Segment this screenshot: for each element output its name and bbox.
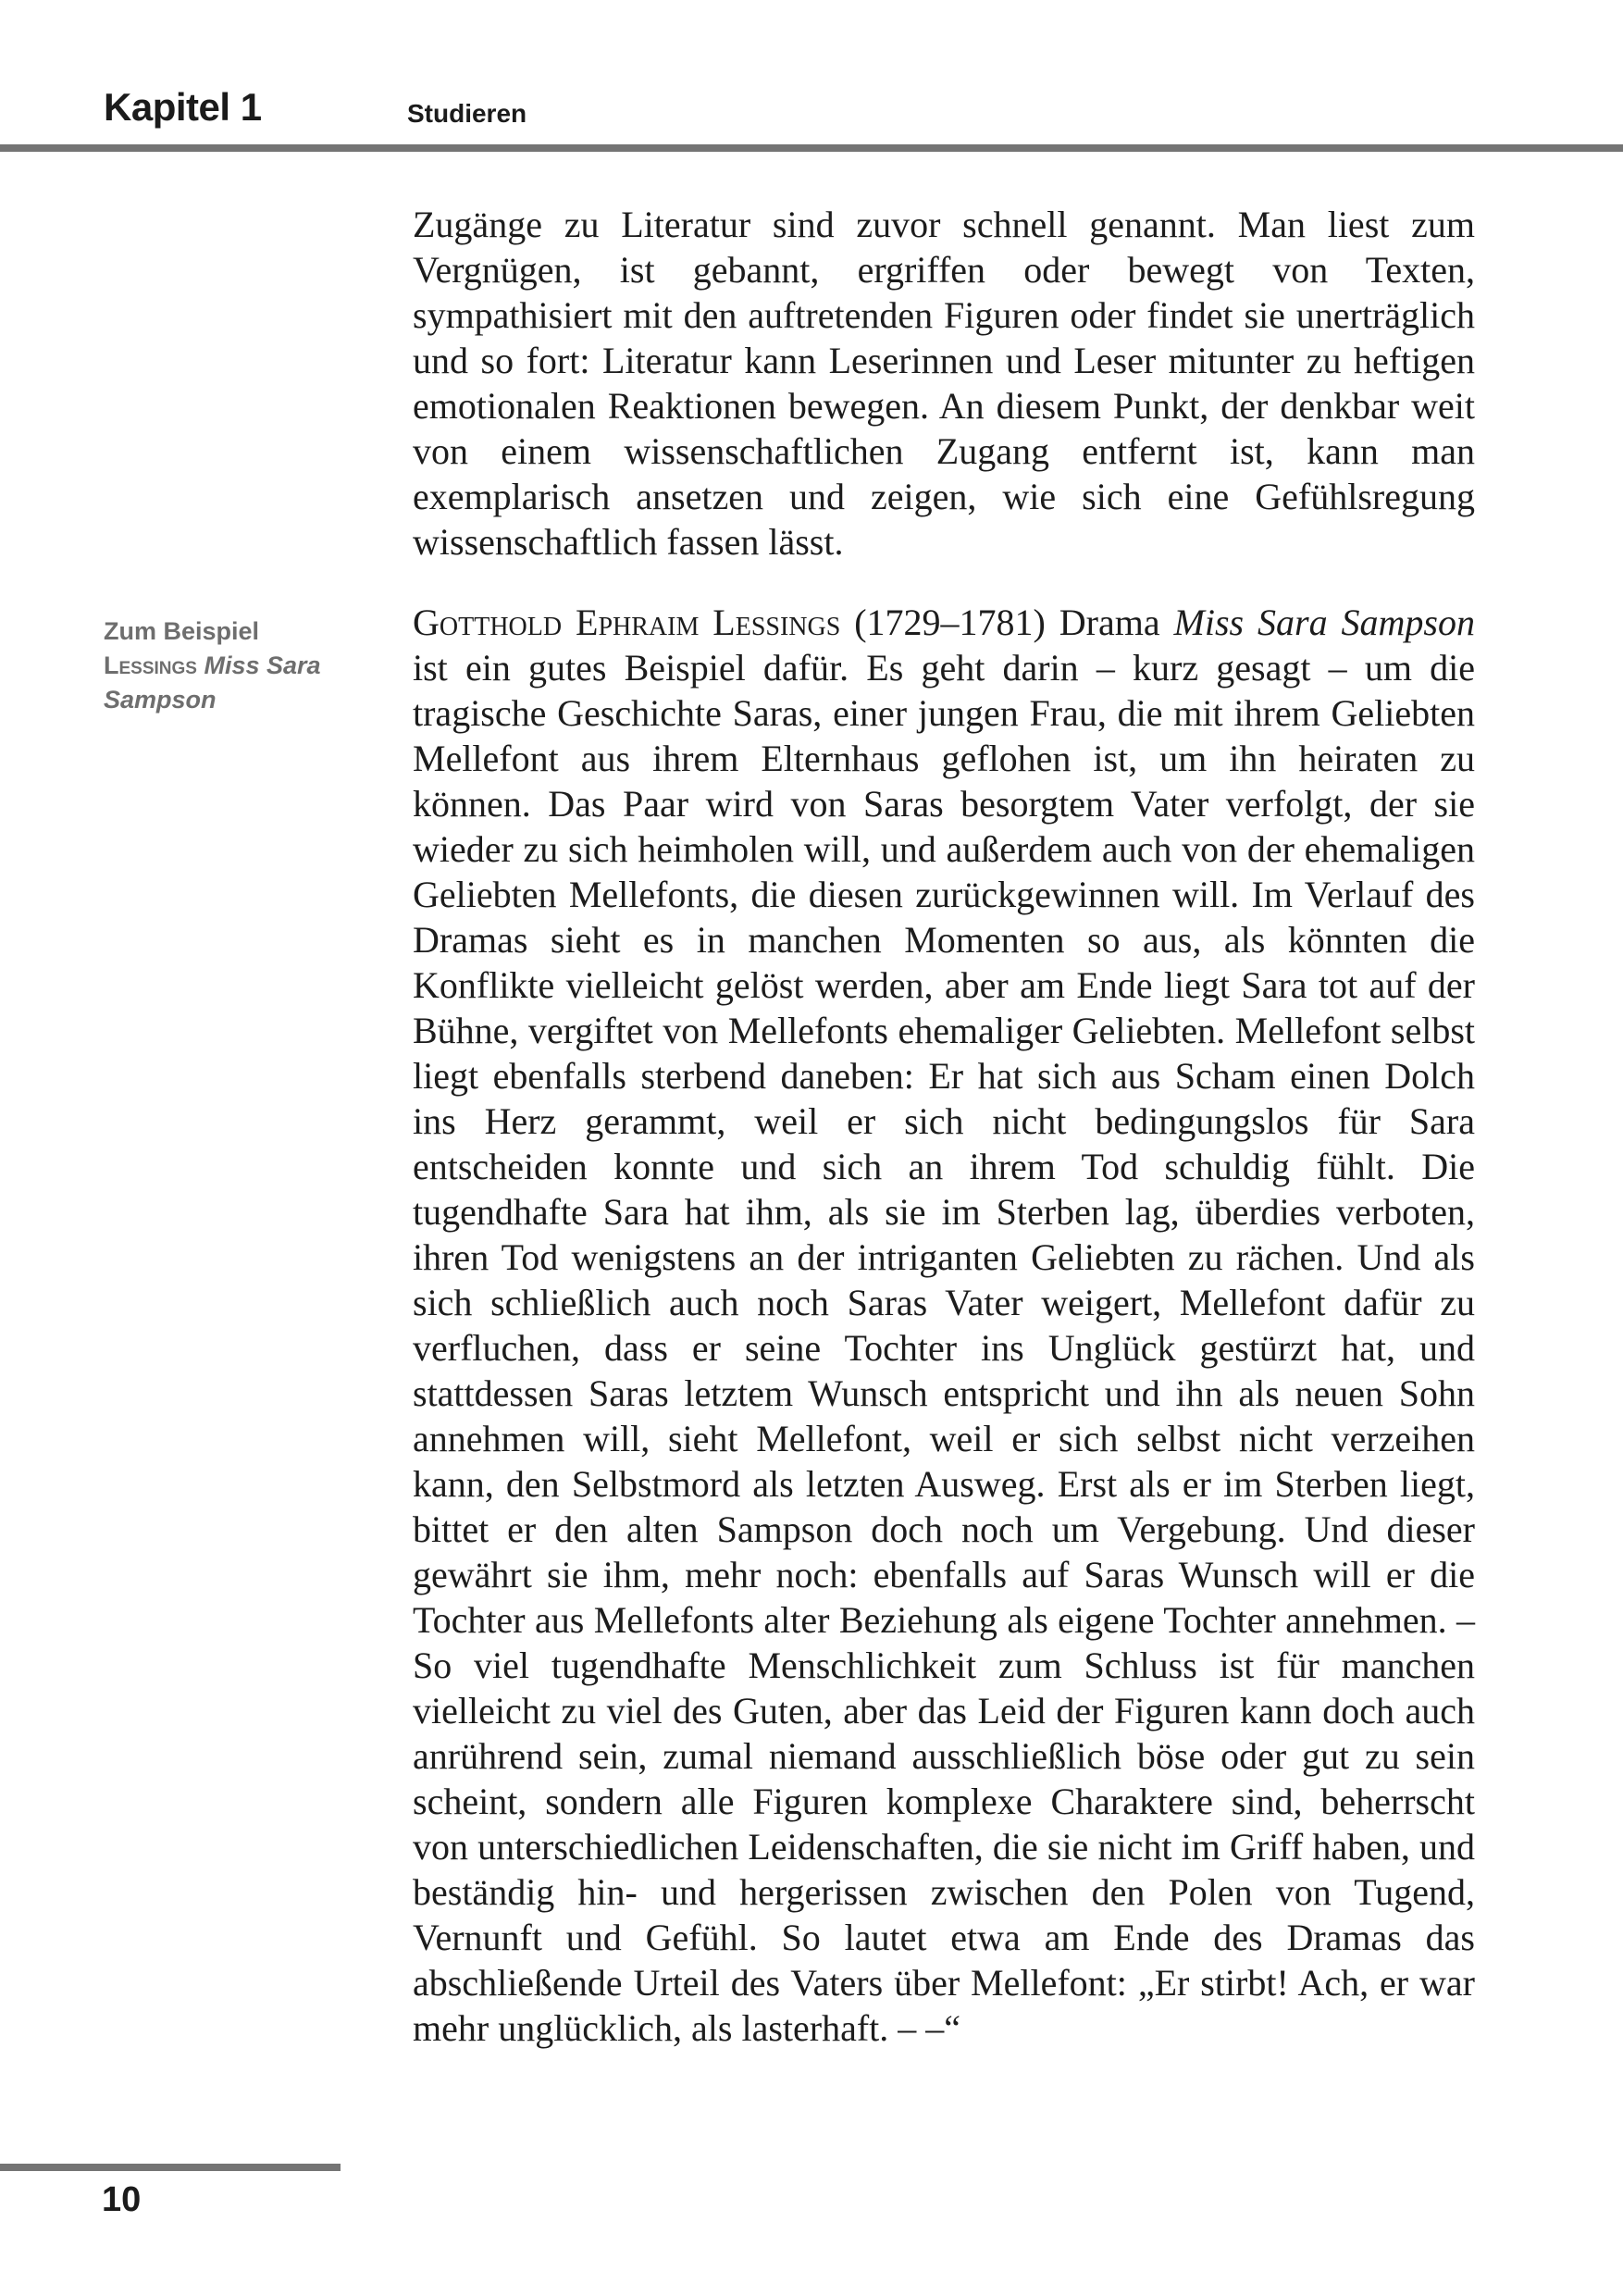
section-heading: Studieren bbox=[407, 99, 527, 128]
header-divider bbox=[0, 144, 1623, 152]
margin-note-work-title: Miss Sara Sampson bbox=[104, 652, 321, 714]
page-number: 10 bbox=[102, 2180, 142, 2219]
paragraph-example bbox=[413, 600, 1475, 2051]
chapter-heading: Kapitel 1 bbox=[104, 85, 262, 129]
author-name-smallcaps: Gotthold Ephraim Lessings bbox=[413, 602, 841, 643]
paragraph-example-text: ist ein gutes Beispiel dafür. Es geht darin – kurz gesagt – um die tragische Geschichte Saras, einer jungen Frau, die mit ihrem Geliebten Mellefont aus ihrem Elternhaus geflohen ist, um ihn heiraten zu können. Das Paar wird von Saras besorgtem Vater verfolgt, der sie wieder zu sich heimholen will, und außerdem auch von der ehemaligen Geliebten Mellefonts, die diesen zurückgewinnen will. Im Verlauf des Dramas sieht es in manchen Momenten so aus, als könnten die Konflikte vielleicht gelöst werden, aber am Ende liegt Sara tot auf der Bühne, vergiftet von Mellefonts ehemaliger Geliebten. Mellefont selbst liegt ebenfalls sterbend daneben: Er hat sich aus Scham einen Dolch ins Herz gerammt, weil er sich nicht bedingungslos für Sara entscheiden konnte und sich an ihrem Tod schuldig fühlt. Die tugendhafte Sara hat ihm, als sie im Sterben lag, überdies verboten, ihren Tod wenigstens an der intriganten Geliebten zu rächen. Und als sich schließlich auch noch Saras Vater weigert, Mellefont dafür zu verfluchen, dass er seine Tochter ins Unglück gestürzt hat, und stattdessen Saras letztem Wunsch entspricht und ihn als neuen Sohn annehmen will, sieht Mellefont, weil er sich selbst nicht verzeihen kann, den Selbstmord als letzten Ausweg. Erst als er im Sterben liegt, bittet er den alten Sampson doch noch um Vergebung. Und dieser gewährt sie ihm, mehr noch: ebenfalls auf Saras Wunsch will er die Tochter aus Mellefonts alter Beziehung als eigene Tochter annehmen. – So viel tugendhafte Menschlichkeit zum Schluss ist für manchen vielleicht zu viel des Guten, aber das Leid der Figuren kann doch auch anrührend sein, zumal niemand ausschließlich böse oder gut zu sein scheint, sondern alle Figuren komplexe Charaktere sind, beherrscht von unterschiedlichen Leidenschaften, die sie nicht im Griff haben, und beständig hin- und hergerissen zwischen den Polen von Tugend, Vernunft und Gefühl. So lautet etwa am Ende des Dramas das abschließende Urteil des Vaters über Mellefont: „Er stirbt! Ach, er war mehr unglücklich, als lasterhaft. – –“ bbox=[413, 647, 1475, 2049]
margin-note-author: Lessings bbox=[104, 652, 197, 679]
paragraph-intro: Zugänge zu Literatur sind zuvor schnell genannt. Man liest zum Vergnügen, ist gebannt, ergriffen oder bewegt von Texten, sympathisiert mit den auftretenden Figuren oder findet sie unerträglich und so fort: Literatur kann Leserinnen und Leser mitunter zu heftigen emotionalen Reaktionen bewegen. An diesem Punkt, der denkbar weit von einem wissenschaftlichen Zugang entfernt ist, kann man exemplarisch ansetzen und zeigen, wie sich eine Gefühlsregung wissenschaftlich fassen lässt. bbox=[413, 204, 1475, 563]
margin-note-label: Zum Beispiel bbox=[104, 617, 260, 645]
drama-title-italic: Miss Sara Sampson bbox=[1173, 602, 1475, 643]
body-text-column bbox=[413, 202, 1475, 2051]
author-dates-text: (1729–1781) Drama bbox=[840, 602, 1174, 643]
footer-divider bbox=[0, 2164, 341, 2171]
margin-note bbox=[104, 614, 337, 717]
